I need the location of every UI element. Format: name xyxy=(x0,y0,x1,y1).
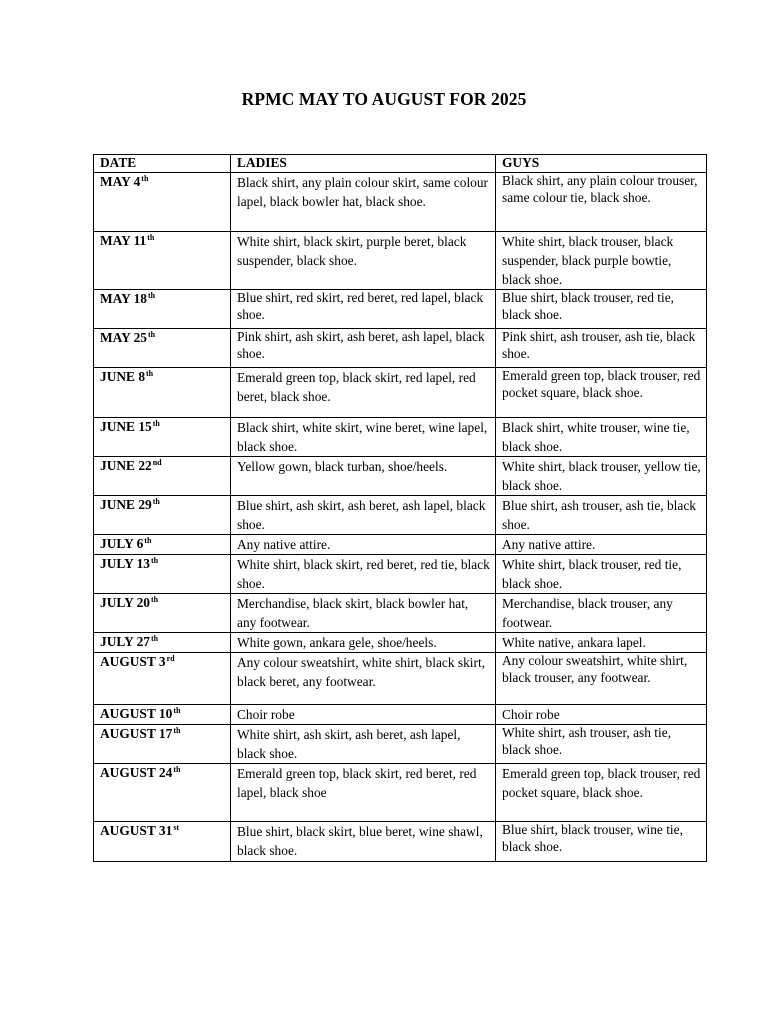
table-row xyxy=(94,418,707,457)
ladies-cell: Black shirt, any plain colour skirt, same colour lapel, black bowler hat, black shoe. xyxy=(231,173,496,232)
date-cell xyxy=(94,633,231,653)
guys-cell: Blue shirt, black trouser, wine tie, black shoe. xyxy=(496,822,707,862)
table-row xyxy=(94,705,707,725)
date-text: MAY 25 xyxy=(100,330,147,345)
date-cell xyxy=(94,705,231,725)
date-text: JULY 13 xyxy=(100,556,150,571)
date-suffix: th xyxy=(147,233,155,242)
ladies-cell: White shirt, black skirt, purple beret, black suspender, black shoe. xyxy=(231,232,496,290)
date-text: MAY 18 xyxy=(100,291,147,306)
table-row xyxy=(94,653,707,705)
date-suffix: th xyxy=(148,330,156,339)
ladies-cell: Black shirt, white skirt, wine beret, wine lapel, black shoe. xyxy=(231,418,496,457)
ladies-cell: Blue shirt, ash skirt, ash beret, ash lapel, black shoe. xyxy=(231,496,496,535)
ladies-cell: Blue shirt, red skirt, red beret, red lapel, black shoe. xyxy=(231,290,496,329)
date-cell xyxy=(94,535,231,555)
date-text: AUGUST 24 xyxy=(100,765,173,780)
guys-cell: Emerald green top, black trouser, red pocket square, black shoe. xyxy=(496,368,707,418)
date-text: JUNE 22 xyxy=(100,458,152,473)
date-cell xyxy=(94,653,231,705)
date-text: AUGUST 10 xyxy=(100,706,173,721)
date-suffix: nd xyxy=(152,458,162,467)
date-text: JULY 6 xyxy=(100,536,144,551)
guys-cell: Any native attire. xyxy=(496,535,707,555)
page-title: RPMC MAY TO AUGUST FOR 2025 xyxy=(241,89,527,109)
date-suffix: th xyxy=(173,765,181,774)
guys-cell: White shirt, ash trouser, ash tie, black shoe. xyxy=(496,725,707,764)
table-row xyxy=(94,633,707,653)
table-row xyxy=(94,457,707,496)
ladies-cell: Merchandise, black skirt, black bowler hat, any footwear. xyxy=(231,594,496,633)
date-cell xyxy=(94,329,231,368)
date-cell xyxy=(94,555,231,594)
guys-cell: Choir robe xyxy=(496,705,707,725)
table-row xyxy=(94,725,707,764)
guys-cell: White native, ankara lapel. xyxy=(496,633,707,653)
date-cell xyxy=(94,764,231,822)
ladies-cell: Pink shirt, ash skirt, ash beret, ash lapel, black shoe. xyxy=(231,329,496,368)
date-cell xyxy=(94,290,231,329)
guys-cell: Black shirt, any plain colour trouser, same colour tie, black shoe. xyxy=(496,173,707,232)
table-row xyxy=(94,594,707,633)
date-suffix: th xyxy=(173,706,181,715)
ladies-cell: White shirt, black skirt, red beret, red tie, black shoe. xyxy=(231,555,496,594)
ladies-cell: Any colour sweatshirt, white shirt, black skirt, black beret, any footwear. xyxy=(231,653,496,705)
table-row xyxy=(94,232,707,290)
guys-cell: Blue shirt, ash trouser, ash tie, black shoe. xyxy=(496,496,707,535)
date-cell xyxy=(94,496,231,535)
date-text: JUNE 15 xyxy=(100,419,152,434)
column-header-ladies: LADIES xyxy=(231,155,496,173)
date-text: MAY 11 xyxy=(100,233,147,248)
table-row xyxy=(94,173,707,232)
ladies-cell: Emerald green top, black skirt, red beret, red lapel, black shoe xyxy=(231,764,496,822)
table-row xyxy=(94,496,707,535)
date-text: JUNE 8 xyxy=(100,369,146,384)
date-cell xyxy=(94,368,231,418)
date-cell xyxy=(94,173,231,232)
ladies-cell: Any native attire. xyxy=(231,535,496,555)
guys-cell: White shirt, black trouser, red tie, black shoe. xyxy=(496,555,707,594)
date-suffix: st xyxy=(173,823,180,832)
date-cell xyxy=(94,232,231,290)
ladies-cell: White gown, ankara gele, shoe/heels. xyxy=(231,633,496,653)
table-row xyxy=(94,368,707,418)
date-suffix: th xyxy=(144,536,152,545)
table-row xyxy=(94,329,707,368)
guys-cell: Emerald green top, black trouser, red pocket square, black shoe. xyxy=(496,764,707,822)
guys-cell: Blue shirt, black trouser, red tie, black shoe. xyxy=(496,290,707,329)
ladies-cell: Choir robe xyxy=(231,705,496,725)
guys-cell: Any colour sweatshirt, white shirt, black trouser, any footwear. xyxy=(496,653,707,705)
ladies-cell: Blue shirt, black skirt, blue beret, wine shawl, black shoe. xyxy=(231,822,496,862)
table-row xyxy=(94,290,707,329)
date-cell xyxy=(94,418,231,457)
date-suffix: th xyxy=(150,556,159,565)
date-text: AUGUST 3 xyxy=(100,654,166,669)
ladies-cell: White shirt, ash skirt, ash beret, ash lapel, black shoe. xyxy=(231,725,496,764)
ladies-cell: Emerald green top, black skirt, red lapel, red beret, black shoe. xyxy=(231,368,496,418)
date-text: JULY 20 xyxy=(100,595,150,610)
date-text: JULY 27 xyxy=(100,634,150,649)
table-row xyxy=(94,822,707,862)
date-suffix: th xyxy=(150,595,159,604)
date-text: JUNE 29 xyxy=(100,497,152,512)
date-cell xyxy=(94,594,231,633)
date-text: MAY 4 xyxy=(100,174,141,189)
date-cell xyxy=(94,457,231,496)
date-cell xyxy=(94,822,231,862)
guys-cell: Black shirt, white trouser, wine tie, black shoe. xyxy=(496,418,707,457)
guys-cell: Pink shirt, ash trouser, ash tie, black shoe. xyxy=(496,329,707,368)
guys-cell: Merchandise, black trouser, any footwear. xyxy=(496,594,707,633)
column-header-guys: GUYS xyxy=(496,155,707,173)
date-suffix: th xyxy=(150,634,159,643)
table-row xyxy=(94,764,707,822)
date-suffix: rd xyxy=(166,654,175,663)
table-row xyxy=(94,555,707,594)
date-cell xyxy=(94,725,231,764)
date-suffix: th xyxy=(148,291,156,300)
date-text: AUGUST 31 xyxy=(100,823,173,838)
column-header-date: DATE xyxy=(94,155,231,173)
date-suffix: th xyxy=(146,369,154,378)
guys-cell: White shirt, black trouser, black suspender, black purple bowtie, black shoe. xyxy=(496,232,707,290)
ladies-cell: Yellow gown, black turban, shoe/heels. xyxy=(231,457,496,496)
date-suffix: th xyxy=(152,497,160,506)
guys-cell: White shirt, black trouser, yellow tie, black shoe. xyxy=(496,457,707,496)
date-suffix: th xyxy=(141,174,149,183)
table-row xyxy=(94,535,707,555)
date-suffix: th xyxy=(152,419,160,428)
table-header-row xyxy=(94,155,707,173)
date-suffix: th xyxy=(173,726,181,735)
dress-code-table xyxy=(93,154,707,862)
date-text: AUGUST 17 xyxy=(100,726,173,741)
